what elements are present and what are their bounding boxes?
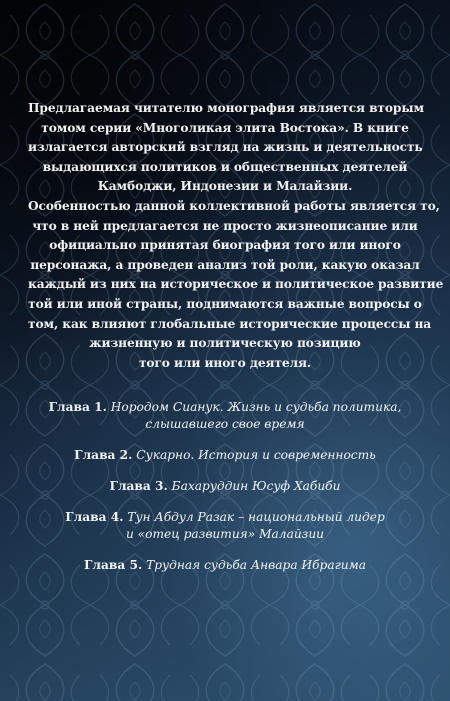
annotation-line: той или иной страны, поднимаются важные вопросы о: [28, 296, 422, 311]
annotation-line: Особенностью данной коллективной работы является то,: [28, 198, 440, 213]
annotation-line: томом серии «Многоликая элита Востока». В книге: [41, 120, 409, 135]
book-annotation: [28, 99, 444, 373]
annotation-line: жизненную и политическую позицию: [89, 336, 361, 351]
chapter-number: Глава 3.: [109, 479, 168, 493]
annotation-line: Камбоджи, Индонезии и Малайзии.: [97, 179, 353, 194]
annotation-line: каждый из них на историческое и политическое развитие: [28, 277, 444, 292]
chapter-number: Глава 2.: [74, 448, 133, 462]
chapter-title-continued: и «отец развития» Малайзии: [125, 527, 325, 541]
annotation-line: того или иного деятеля.: [138, 355, 312, 370]
toc-item-chapter-1: [20, 399, 430, 433]
chapter-title: Трудная судьба Анвара Ибрагима: [146, 558, 366, 572]
table-of-contents: [20, 399, 430, 588]
toc-item-chapter-2: [20, 447, 430, 464]
annotation-line: официально принятая биография того или иного: [49, 238, 401, 253]
chapter-title: Нородом Сианук. Жизнь и судьба политика,: [110, 400, 402, 414]
chapter-title: Сукарно. История и современность: [136, 448, 376, 462]
chapter-number: Глава 4.: [65, 510, 124, 524]
annotation-line: излагается авторский взгляд на жизнь и деятельность: [28, 140, 423, 155]
chapter-title: Тун Абдул Разак – национальный лидер: [127, 510, 385, 524]
annotation-line: что в ней предлагается не просто жизнеописание или: [32, 218, 418, 233]
annotation-line: выдающихся политиков и общественных деятелей: [42, 159, 408, 174]
chapter-number: Глава 1.: [48, 400, 107, 414]
chapter-number: Глава 5.: [84, 558, 143, 572]
annotation-line: том, как влияют глобальные исторические процессы на: [28, 316, 432, 331]
toc-item-chapter-3: [20, 478, 430, 495]
chapter-title-continued: слышавшего свое время: [145, 417, 305, 431]
chapter-title: Бахаруддин Юсуф Хабиби: [171, 479, 341, 493]
annotation-line: Предлагаемая читателю монография является вторым: [28, 101, 424, 115]
toc-item-chapter-4: [20, 509, 430, 543]
toc-item-chapter-5: [20, 557, 430, 574]
annotation-line: персонажа, а проведен анализ той роли, какую оказал: [30, 257, 420, 272]
